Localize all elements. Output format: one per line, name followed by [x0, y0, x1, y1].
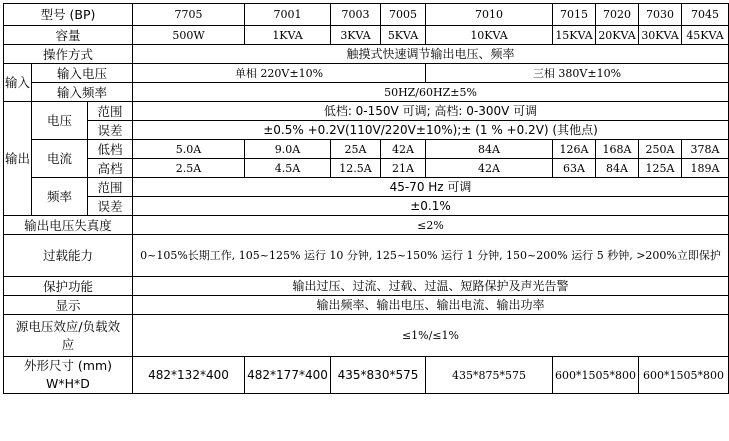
current-low-cell: 84A	[426, 140, 553, 159]
table-row	[4, 140, 729, 159]
capacity-cell: 30KVA	[639, 26, 682, 45]
frequency-range-value: 45-70 Hz 可调	[133, 178, 729, 197]
table-row	[4, 64, 729, 83]
frequency-error-label: 误差	[88, 197, 133, 216]
capacity-cell: 10KVA	[426, 26, 553, 45]
table-row	[4, 83, 729, 102]
model-cell: 7045	[682, 4, 729, 26]
capacity-cell: 20KVA	[596, 26, 639, 45]
model-cell: 7030	[639, 4, 682, 26]
current-high-cell: 189A	[682, 159, 729, 178]
table-row	[4, 296, 729, 315]
operation-value: 触摸式快速调节输出电压、频率	[133, 45, 729, 64]
current-high-cell: 2.5A	[133, 159, 245, 178]
protection-label: 保护功能	[4, 277, 133, 296]
voltage-error-value: ±0.5% +0.2V(110V/220V±10%);± (1 % +0.2V) (其他点)	[133, 121, 729, 140]
capacity-cell: 5KVA	[381, 26, 426, 45]
capacity-cell: 15KVA	[553, 26, 596, 45]
table-row	[4, 45, 729, 64]
dimension-cell: 435*875*575	[426, 357, 553, 394]
capacity-label: 容量	[4, 26, 133, 45]
spec-table	[3, 3, 729, 394]
frequency-label: 频率	[32, 178, 88, 216]
current-low-cell: 9.0A	[245, 140, 331, 159]
current-high-label: 高档	[88, 159, 133, 178]
current-low-cell: 25A	[331, 140, 381, 159]
frequency-error-value: ±0.1%	[133, 197, 729, 216]
input-frequency-label: 输入频率	[32, 83, 133, 102]
distortion-label: 输出电压失真度	[4, 216, 133, 235]
capacity-cell: 45KVA	[682, 26, 729, 45]
capacity-cell: 500W	[133, 26, 245, 45]
table-row	[4, 357, 729, 394]
dimension-cell: 600*1505*800	[553, 357, 639, 394]
voltage-range-label: 范围	[88, 102, 133, 121]
dimension-cell: 482*132*400	[133, 357, 245, 394]
input-voltage-label: 输入电压	[32, 64, 133, 83]
dimension-label: 外形尺寸 (mm) W*H*D	[4, 357, 133, 394]
model-label: 型号 (BP)	[4, 4, 133, 26]
current-low-cell: 126A	[553, 140, 596, 159]
model-cell: 7705	[133, 4, 245, 26]
current-high-cell: 63A	[553, 159, 596, 178]
table-row	[4, 178, 729, 197]
model-cell: 7015	[553, 4, 596, 26]
output-group-label: 输出	[4, 102, 32, 216]
voltage-range-value: 低档: 0-150V 可调; 高档: 0-300V 可调	[133, 102, 729, 121]
current-low-cell: 5.0A	[133, 140, 245, 159]
dimension-cell: 435*830*575	[331, 357, 426, 394]
table-row	[4, 235, 729, 277]
table-row	[4, 121, 729, 140]
current-high-cell: 4.5A	[245, 159, 331, 178]
current-high-cell: 21A	[381, 159, 426, 178]
capacity-cell: 1KVA	[245, 26, 331, 45]
operation-label: 操作方式	[4, 45, 133, 64]
model-cell: 7003	[331, 4, 381, 26]
frequency-range-label: 范围	[88, 178, 133, 197]
protection-value: 输出过压、过流、过载、过温、短路保护及声光告警	[133, 277, 729, 296]
model-cell: 7005	[381, 4, 426, 26]
effect-label: 源电压效应/负载效应	[4, 315, 133, 357]
current-high-cell: 84A	[596, 159, 639, 178]
current-low-cell: 378A	[682, 140, 729, 159]
input-voltage-three: 三相 380V±10%	[426, 64, 729, 83]
effect-value: ≤1%/≤1%	[133, 315, 729, 357]
capacity-cell: 3KVA	[331, 26, 381, 45]
current-high-cell: 125A	[639, 159, 682, 178]
input-frequency-value: 50HZ/60HZ±5%	[133, 83, 729, 102]
current-high-cell: 42A	[426, 159, 553, 178]
table-row	[4, 159, 729, 178]
display-value: 输出频率、输出电压、输出电流、输出功率	[133, 296, 729, 315]
dimension-cell: 482*177*400	[245, 357, 331, 394]
current-low-label: 低档	[88, 140, 133, 159]
overload-label: 过载能力	[4, 235, 133, 277]
display-label: 显示	[4, 296, 133, 315]
table-row	[4, 216, 729, 235]
table-row	[4, 197, 729, 216]
input-voltage-single: 单相 220V±10%	[133, 64, 426, 83]
table-row	[4, 102, 729, 121]
voltage-label: 电压	[32, 102, 88, 140]
distortion-value: ≤2%	[133, 216, 729, 235]
current-low-cell: 250A	[639, 140, 682, 159]
current-low-cell: 42A	[381, 140, 426, 159]
table-row	[4, 315, 729, 357]
current-low-cell: 168A	[596, 140, 639, 159]
model-cell: 7001	[245, 4, 331, 26]
overload-value: 0~105%长期工作, 105~125% 运行 10 分钟, 125~150% 运行 1 分钟, 150~200% 运行 5 秒钟, >200%立即保护	[133, 235, 729, 277]
table-row	[4, 277, 729, 296]
current-high-cell: 12.5A	[331, 159, 381, 178]
table-row	[4, 26, 729, 45]
table-row	[4, 4, 729, 26]
dimension-cell: 600*1505*800	[639, 357, 729, 394]
model-cell: 7010	[426, 4, 553, 26]
voltage-error-label: 误差	[88, 121, 133, 140]
current-label: 电流	[32, 140, 88, 178]
input-group-label: 输入	[4, 64, 32, 102]
model-cell: 7020	[596, 4, 639, 26]
